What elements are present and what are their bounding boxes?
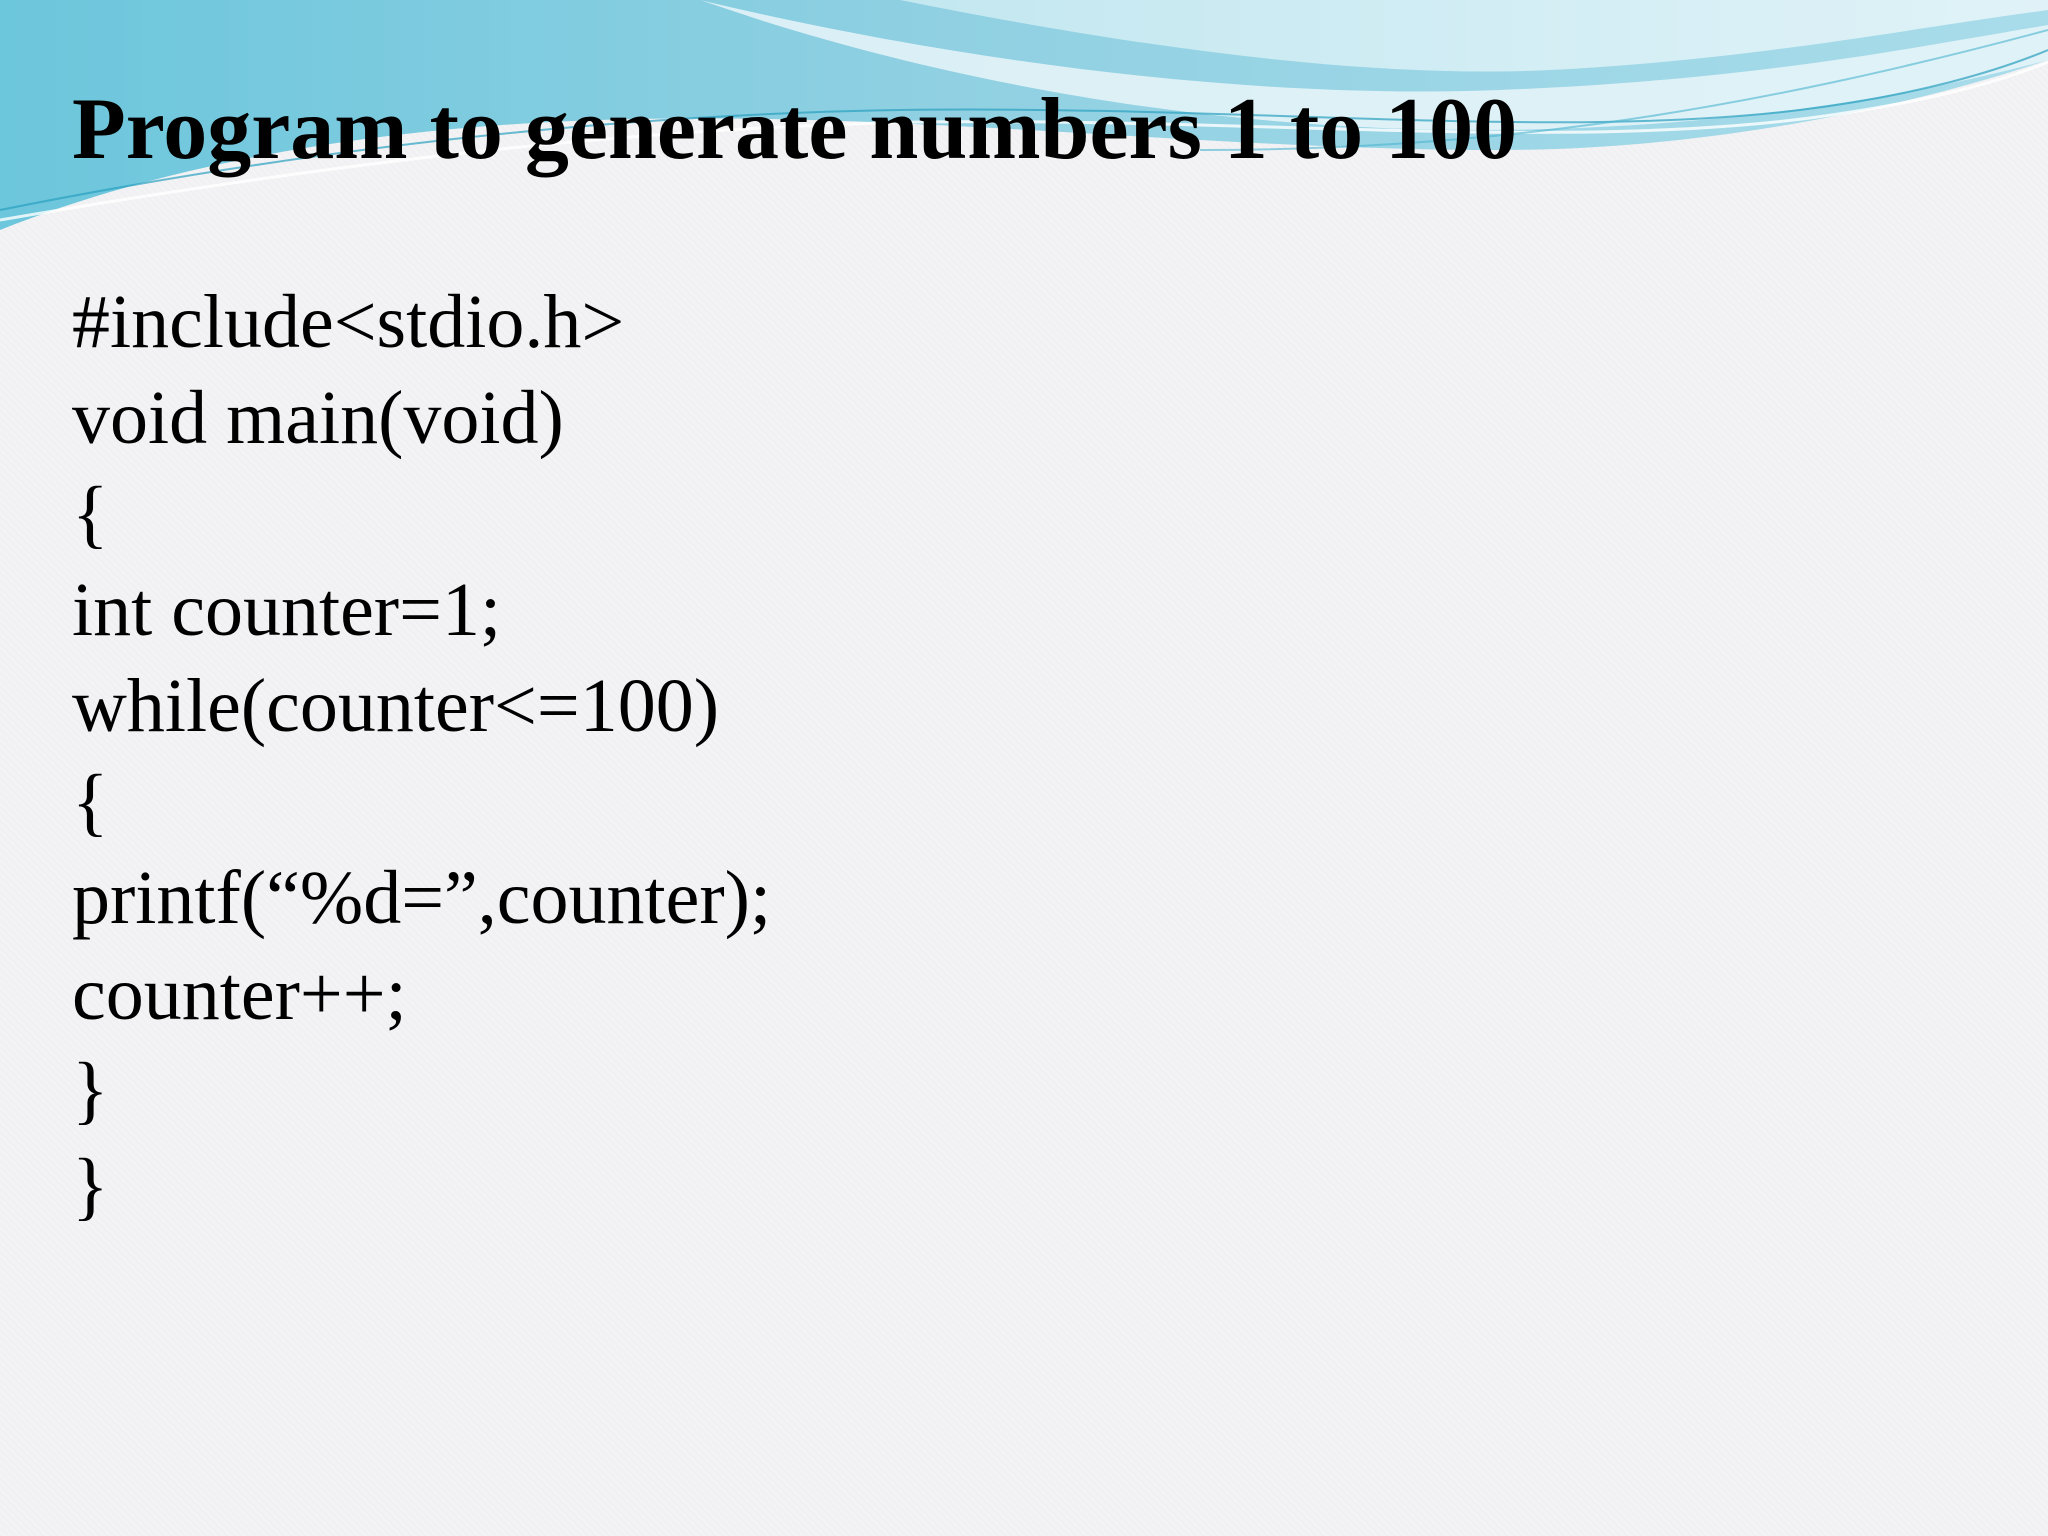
code-line: } <box>72 1144 109 1228</box>
code-line: int counter=1; <box>72 568 502 652</box>
code-line: void main(void) <box>72 376 564 460</box>
slide-title: Program to generate numbers 1 to 100 <box>72 81 1518 178</box>
code-line: counter++; <box>72 952 407 1036</box>
code-line: while(counter<=100) <box>72 664 720 748</box>
code-listing <box>72 274 771 1234</box>
code-line: } <box>72 1048 109 1132</box>
code-line: { <box>72 472 109 556</box>
code-line: #include<stdio.h> <box>72 280 625 364</box>
code-line: printf(“%d=”,counter); <box>72 856 772 940</box>
code-line: { <box>72 760 109 844</box>
